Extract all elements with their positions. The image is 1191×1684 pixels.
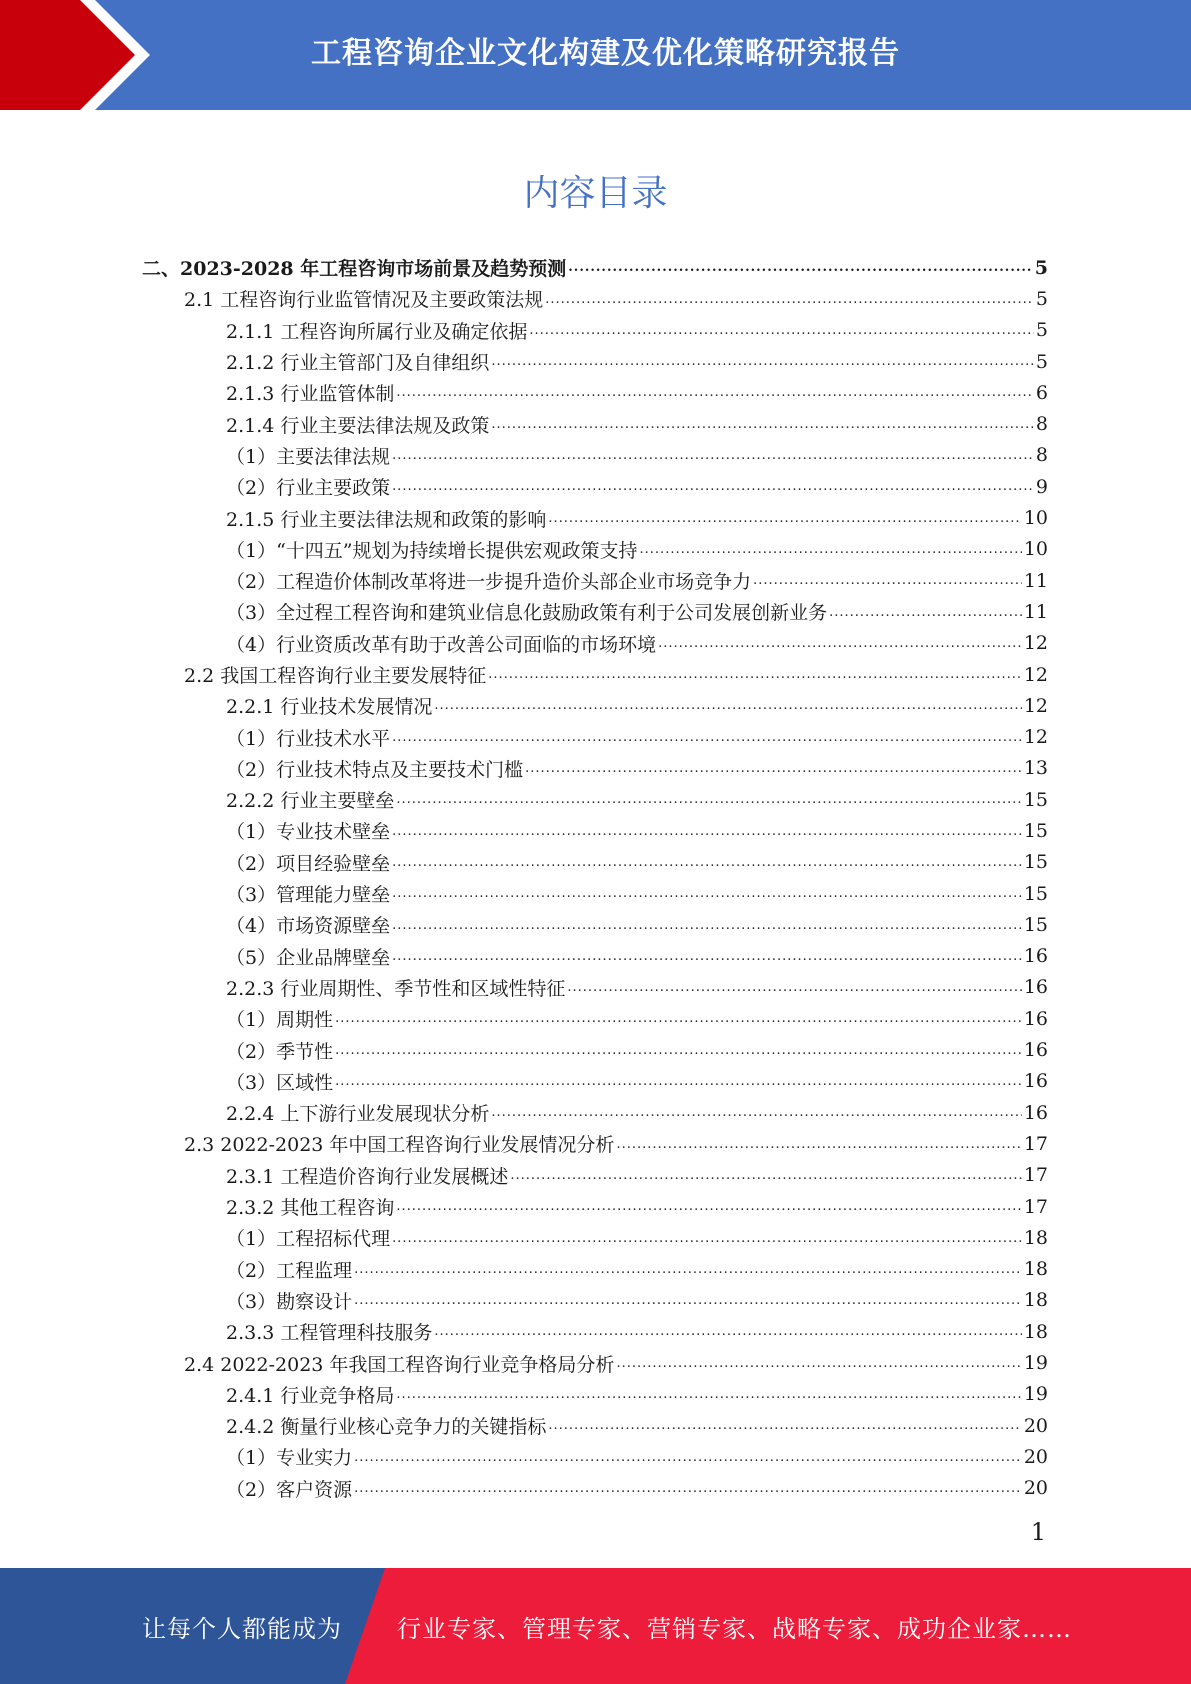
toc-entry-title: 二、2023-2028 年工程咨询市场前景及趋势预测 [142, 258, 567, 281]
toc-entry-title: （2）行业技术特点及主要技术门槛 [226, 758, 524, 781]
toc-entry-page: 17 [1023, 1164, 1048, 1187]
toc-entry-page: 11 [1023, 600, 1048, 623]
toc-entry[interactable] [0, 972, 1191, 1003]
toc-entry-page: 5 [1035, 350, 1048, 373]
toc-entry[interactable] [0, 1003, 1191, 1034]
toc-dot-leader [335, 1046, 1022, 1060]
toc-entry-title: （1）专业技术壁垒 [226, 821, 391, 844]
toc-entry[interactable] [0, 941, 1191, 972]
toc-entry[interactable] [0, 1285, 1191, 1316]
toc-entry-page: 5 [1035, 319, 1048, 342]
footer-slogan-right: 行业专家、管理专家、营销专家、战略专家、成功企业家…… [397, 1614, 1072, 1643]
toc-entry-page: 15 [1023, 788, 1048, 811]
toc-entry-title: 2.2.1 行业技术发展情况 [226, 696, 433, 719]
toc-entry[interactable] [0, 408, 1191, 439]
toc-entry-title: 2.4.1 行业竞争格局 [226, 1384, 395, 1407]
toc-entry[interactable] [0, 659, 1191, 690]
toc-heading: 内容目录 [523, 173, 668, 214]
toc-dot-leader [392, 733, 1022, 747]
toc-entry-page: 16 [1023, 1101, 1048, 1124]
toc-dot-leader [335, 1014, 1022, 1028]
toc-entry[interactable] [0, 753, 1191, 784]
toc-entry-title: 2.4.2 衡量行业核心竞争力的关键指标 [226, 1416, 547, 1439]
toc-entry-page: 6 [1035, 381, 1048, 404]
toc-dot-leader [392, 889, 1022, 903]
toc-entry-title: 2.2.3 行业周期性、季节性和区域性特征 [226, 977, 566, 1000]
page-footer [0, 1568, 1191, 1684]
toc-entry-page: 9 [1035, 475, 1048, 498]
toc-dot-leader [616, 1359, 1021, 1373]
toc-entry-page: 19 [1023, 1352, 1048, 1375]
toc-entry-title: 2.1.5 行业主要法律法规和政策的影响 [226, 508, 547, 531]
table-of-contents [0, 252, 1191, 1504]
toc-dot-leader [392, 1234, 1022, 1248]
toc-entry-page: 11 [1023, 569, 1048, 592]
toc-dot-leader [354, 1296, 1022, 1310]
toc-entry[interactable] [0, 1097, 1191, 1128]
toc-entry[interactable] [0, 1254, 1191, 1285]
toc-entry[interactable] [0, 1410, 1191, 1441]
toc-entry[interactable] [0, 315, 1191, 346]
toc-entry[interactable] [0, 565, 1191, 596]
toc-entry[interactable] [0, 1473, 1191, 1504]
toc-entry[interactable] [0, 1128, 1191, 1159]
toc-entry-title: 2.1.4 行业主要法律法规及政策 [226, 414, 490, 437]
toc-entry-page: 15 [1023, 913, 1048, 936]
toc-entry-title: 2.1.2 行业主管部门及自律组织 [226, 352, 490, 375]
toc-entry-page: 10 [1023, 538, 1048, 561]
toc-dot-leader [434, 701, 1021, 715]
toc-entry-title: （1）专业实力 [226, 1447, 353, 1470]
toc-entry-title: 2.4 2022-2023 年我国工程咨询行业竞争格局分析 [184, 1353, 615, 1376]
toc-dot-leader [640, 545, 1022, 559]
toc-entry-page: 17 [1023, 1195, 1048, 1218]
toc-dot-leader [392, 858, 1022, 872]
toc-entry[interactable] [0, 784, 1191, 815]
toc-entry-title: （2）行业主要政策 [226, 477, 391, 500]
toc-entry[interactable] [0, 1347, 1191, 1378]
toc-entry-title: 2.2 我国工程咨询行业主要发展特征 [184, 665, 487, 687]
toc-dot-leader [491, 357, 1034, 371]
toc-entry-title: （3）区域性 [226, 1071, 334, 1094]
toc-entry[interactable] [0, 878, 1191, 909]
toc-entry-title: 2.3.3 工程管理科技服务 [226, 1322, 433, 1345]
toc-dot-leader [567, 983, 1021, 997]
toc-dot-leader [396, 795, 1021, 809]
toc-entry-title: （1）工程招标代理 [226, 1228, 391, 1251]
toc-entry[interactable] [0, 815, 1191, 846]
toc-entry[interactable] [0, 628, 1191, 659]
toc-dot-leader [548, 1421, 1021, 1435]
toc-entry[interactable] [0, 440, 1191, 471]
toc-dot-leader [545, 295, 1034, 309]
toc-dot-leader [491, 420, 1034, 434]
toc-entry-title: 2.1 工程咨询行业监管情况及主要政策法规 [184, 289, 544, 312]
toc-dot-leader [392, 952, 1022, 966]
toc-entry-page: 20 [1023, 1445, 1048, 1468]
toc-entry-page: 18 [1023, 1226, 1048, 1249]
toc-entry[interactable] [0, 1316, 1191, 1347]
toc-entry-page: 20 [1023, 1414, 1048, 1437]
toc-entry[interactable] [0, 596, 1191, 627]
toc-entry-page: 20 [1023, 1477, 1048, 1500]
toc-dot-leader [568, 263, 1033, 277]
toc-entry-title: 2.1.3 行业监管体制 [226, 383, 395, 406]
toc-entry[interactable] [0, 690, 1191, 721]
toc-dot-leader [354, 1453, 1022, 1467]
toc-entry[interactable] [0, 252, 1191, 283]
toc-entry-title: （4）行业资质改革有助于改善公司面临的市场环境 [226, 633, 657, 656]
toc-dot-leader [354, 1265, 1022, 1279]
toc-entry[interactable] [0, 346, 1191, 377]
toc-dot-leader [335, 1077, 1022, 1091]
toc-entry-title: 2.1.1 工程咨询所属行业及确定依据 [226, 320, 528, 343]
toc-entry-page: 12 [1023, 663, 1048, 686]
toc-entry-page: 19 [1023, 1383, 1048, 1406]
toc-dot-leader [354, 1484, 1022, 1498]
toc-entry-title: （2）客户资源 [226, 1478, 353, 1501]
toc-dot-leader [396, 388, 1034, 402]
toc-entry-title: 2.3 2022-2023 年中国工程咨询行业发展情况分析 [184, 1134, 615, 1157]
toc-entry[interactable] [0, 471, 1191, 502]
toc-entry-page: 18 [1023, 1289, 1048, 1312]
toc-entry-page: 8 [1035, 444, 1048, 467]
toc-entry-title: （2）工程监理 [226, 1259, 353, 1282]
toc-dot-leader [396, 1390, 1021, 1404]
toc-entry-title: （2）季节性 [226, 1040, 334, 1063]
report-title: 工程咨询企业文化构建及优化策略研究报告 [311, 36, 900, 71]
toc-entry-title: （2）项目经验壁垒 [226, 852, 391, 875]
toc-entry-title: （3）勘察设计 [226, 1290, 353, 1313]
toc-dot-leader [392, 451, 1034, 465]
toc-entry-page: 15 [1023, 851, 1048, 874]
toc-entry[interactable] [0, 534, 1191, 565]
toc-dot-leader [525, 764, 1022, 778]
toc-entry-title: （1）行业技术水平 [226, 727, 391, 750]
toc-entry-page: 12 [1023, 632, 1048, 655]
toc-entry-title: （3）全过程工程咨询和建筑业信息化鼓励政策有利于公司发展创新业务 [226, 602, 828, 625]
toc-dot-leader [392, 482, 1034, 496]
toc-dot-leader [658, 639, 1022, 653]
toc-dot-leader [753, 576, 1022, 590]
toc-entry-page: 16 [1023, 976, 1048, 999]
toc-entry[interactable] [0, 377, 1191, 408]
toc-entry-page: 15 [1023, 882, 1048, 905]
toc-entry-page: 18 [1023, 1320, 1048, 1343]
toc-entry[interactable] [0, 721, 1191, 752]
toc-entry[interactable] [0, 1441, 1191, 1472]
toc-entry[interactable] [0, 847, 1191, 878]
toc-dot-leader [434, 1327, 1021, 1341]
toc-entry-page: 13 [1023, 757, 1048, 780]
toc-dot-leader [392, 827, 1022, 841]
toc-entry-title: （5）企业品牌壁垒 [226, 946, 391, 969]
toc-entry-title: （2）工程造价体制改革将进一步提升造价头部企业市场竞争力 [226, 571, 752, 594]
toc-dot-leader [510, 1171, 1021, 1185]
toc-dot-leader [392, 921, 1022, 935]
toc-entry-page: 12 [1023, 694, 1048, 717]
toc-entry-title: （1）主要法律法规 [226, 445, 391, 468]
toc-entry-page: 8 [1035, 413, 1048, 436]
toc-entry-title: 2.2.2 行业主要壁垒 [226, 790, 395, 813]
toc-dot-leader [616, 1140, 1021, 1154]
toc-entry-page: 16 [1023, 945, 1048, 968]
toc-dot-leader [548, 514, 1021, 528]
toc-entry[interactable] [0, 1379, 1191, 1410]
toc-entry-page: 16 [1023, 1039, 1048, 1062]
toc-entry-page: 18 [1023, 1258, 1048, 1281]
toc-dot-leader [529, 326, 1034, 340]
toc-entry-page: 10 [1023, 507, 1048, 530]
footer-slogan-left: 让每个人都能成为 [142, 1614, 342, 1643]
page-header [0, 0, 1191, 110]
toc-entry-page: 5 [1034, 256, 1048, 279]
toc-dot-leader [488, 670, 1022, 684]
toc-entry-page: 15 [1023, 819, 1048, 842]
toc-entry[interactable] [0, 1034, 1191, 1065]
toc-dot-leader [491, 1108, 1021, 1122]
toc-entry-title: （1）“十四五”规划为持续增长提供宏观政策支持 [226, 539, 638, 562]
toc-entry[interactable] [0, 1160, 1191, 1191]
toc-entry-page: 16 [1023, 1007, 1048, 1030]
toc-dot-leader [396, 1202, 1021, 1216]
toc-entry-title: （1）周期性 [226, 1009, 334, 1032]
toc-entry-page: 17 [1023, 1132, 1048, 1155]
toc-entry[interactable] [0, 1066, 1191, 1097]
toc-entry[interactable] [0, 1222, 1191, 1253]
toc-entry[interactable] [0, 1191, 1191, 1222]
toc-dot-leader [829, 608, 1022, 622]
toc-entry[interactable] [0, 283, 1191, 314]
toc-entry-page: 12 [1023, 726, 1048, 749]
toc-entry-page: 5 [1035, 287, 1048, 310]
toc-entry-title: 2.3.2 其他工程咨询 [226, 1197, 395, 1220]
toc-entry[interactable] [0, 502, 1191, 533]
toc-entry-title: 2.3.1 工程造价咨询行业发展概述 [226, 1165, 509, 1188]
toc-entry-title: （4）市场资源壁垒 [226, 915, 391, 938]
toc-entry-title: （3）管理能力壁垒 [226, 884, 391, 907]
page-number: 1 [1030, 1518, 1046, 1546]
toc-entry[interactable] [0, 909, 1191, 940]
toc-entry-page: 16 [1023, 1070, 1048, 1093]
toc-entry-title: 2.2.4 上下游行业发展现状分析 [226, 1103, 490, 1126]
